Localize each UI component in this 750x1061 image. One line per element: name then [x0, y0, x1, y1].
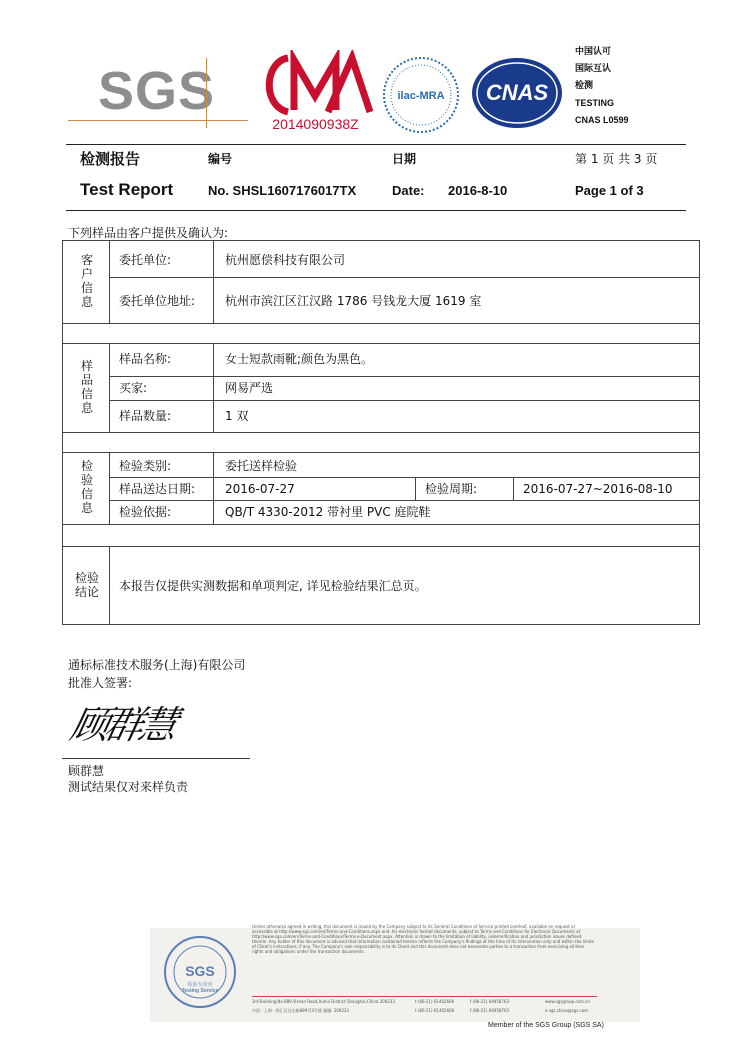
sample-name-label: 样品名称: — [119, 352, 172, 366]
header-top-rule — [66, 144, 686, 145]
footer-fax-2: f (86-21) 64958763 — [470, 1008, 510, 1013]
row-divider — [63, 452, 699, 453]
page-cn: 第 1 页 共 3 页 — [575, 152, 658, 166]
sgs-logo-vline — [206, 58, 207, 128]
sample-name-value: 女士短款雨靴;颜色为黑色。 — [225, 352, 374, 366]
accreditation-line: 国际互认 — [575, 64, 612, 74]
col-divider — [213, 343, 214, 432]
row-divider — [63, 432, 699, 433]
cma-number: 2014090938Z — [272, 116, 359, 132]
approver-name: 顾群慧 — [68, 764, 105, 778]
col-divider — [109, 452, 110, 524]
footer-tel-2: t (86-21) 61402666 — [415, 1008, 455, 1013]
col-divider — [109, 546, 110, 625]
footer-rule — [252, 996, 597, 997]
sgs-logo-line — [68, 120, 248, 121]
inspection-basis-value: QB/T 4330-2012 带衬里 PVC 庭院鞋 — [225, 505, 431, 519]
sample-qty-label: 样品数量: — [119, 409, 172, 423]
sample-qty-value: 1 双 — [225, 409, 249, 423]
footer-fax: f (86-21) 64958763 — [470, 999, 510, 1004]
client-unit-label: 委托单位: — [119, 253, 172, 267]
sample-section-label: 样品信息 — [80, 359, 93, 415]
inspection-date-value: 2016-07-27 — [225, 482, 295, 496]
col-divider — [109, 343, 110, 432]
accreditation-line: CNAS L0599 — [575, 115, 629, 125]
signature-line — [62, 758, 250, 759]
report-number: No. SHSL1607176017TX — [208, 183, 357, 198]
footer-disclaimer: Unless otherwise agreed in writing, this document is issued by the Company subject to its General Conditions of Service printed overleaf, available on request or accessible at http://www.sgs.com/en/Terms-and-Conditions.aspx and, for electronic format documents, subject to Terms and Conditions for Electronic Documents at http://www.sgs.com/en/Terms-and-Conditions/Terms-e-Document.aspx. Attention is drawn to the limitation of liability, indemnification and jurisdiction issues defined therein. Any holder of this document is advised that information contained hereon reflects the Company's findings at the time of its intervention only and within the limits of Client's instructions, if any. The Company's sole responsibility is to its Client and this document does not exonerate parties to a transaction from exercising all their rights and obligations under the transaction documents. — [252, 924, 594, 954]
sample-buyer-label: 买家: — [119, 381, 148, 395]
title-en: Test Report — [80, 180, 174, 199]
footer-address-cn: 中国 · 上海 · 徐汇区宜山路889号3号楼 邮编: 200233 — [252, 1008, 349, 1013]
intro-text: 下列样品由客户提供及确认为: — [68, 226, 229, 240]
number-label-cn: 编号 — [208, 152, 233, 166]
accreditation-line: 检测 — [575, 81, 594, 91]
conclusion-text: 本报告仅提供实测数据和单项判定, 详见检验结果汇总页。 — [119, 579, 427, 593]
footer-address-en: 3rd Building,No.889,Yishan Road,Xuhui District Shanghai,China 200233 — [252, 999, 395, 1004]
row-divider — [109, 400, 699, 401]
accreditation-block — [575, 44, 629, 129]
sgs-seal — [162, 934, 238, 1010]
accreditation-line: 中国认可 — [575, 47, 612, 57]
date-label-cn: 日期 — [392, 152, 417, 166]
inspection-period-label: 检验周期: — [425, 482, 478, 496]
client-address-value: 杭州市滨江区江汉路 1786 号钱龙大厦 1619 室 — [225, 294, 482, 308]
client-address-label: 委托单位地址: — [119, 294, 196, 308]
conclusion-section-label: 检验结论 — [74, 571, 99, 599]
seal-sub: 检验专用章 — [187, 982, 213, 988]
page-en: Page 1 of 3 — [575, 183, 644, 198]
inspection-date-label: 样品送达日期: — [119, 482, 196, 496]
header-bottom-rule — [66, 210, 686, 211]
footer-web: www.sgsgroup.com.cn — [545, 999, 590, 1004]
info-table — [62, 240, 700, 625]
inspection-period-value: 2016-07-27~2016-08-10 — [523, 482, 673, 496]
sgs-member-text: Member of the SGS Group (SGS SA) — [488, 1022, 604, 1029]
col-divider — [109, 241, 110, 323]
row-divider — [63, 546, 699, 547]
date-label-en: Date: — [392, 183, 425, 198]
footer-email: e sgs.china@sgs.com — [545, 1008, 589, 1013]
accreditation-line: TESTING — [575, 98, 615, 108]
title-cn: 检测报告 — [80, 150, 141, 168]
ilac-mra-logo — [382, 56, 460, 134]
row-divider — [63, 343, 699, 344]
row-divider — [109, 277, 699, 278]
footer-tel: t (86-21) 61402666 — [415, 999, 455, 1004]
report-date: 2016-8-10 — [448, 183, 508, 198]
col-divider — [213, 241, 214, 323]
col-divider — [415, 477, 416, 500]
row-divider — [109, 477, 699, 478]
seal-text: SGS — [185, 963, 215, 979]
inspection-type-label: 检验类别: — [119, 459, 172, 473]
cnas-logo — [470, 56, 564, 130]
row-divider — [63, 323, 699, 324]
results-note: 测试结果仅对来样负责 — [68, 780, 189, 794]
approver-label: 批准人签署: — [68, 676, 133, 690]
ilac-mra-text: ilac-MRA — [397, 90, 445, 102]
col-divider — [513, 477, 514, 500]
client-unit-value: 杭州愿偿科技有限公司 — [225, 253, 346, 267]
inspection-section-label: 检验信息 — [80, 459, 93, 515]
cnas-text: CNAS — [485, 80, 549, 105]
signature: 顾群慧 — [66, 703, 178, 747]
sgs-logo: SGS — [98, 60, 216, 122]
row-divider — [63, 524, 699, 525]
company-name: 通标标准技术服务(上海)有限公司 — [68, 658, 246, 672]
row-divider — [109, 500, 699, 501]
inspection-basis-label: 检验依据: — [119, 505, 172, 519]
inspection-type-value: 委托送样检验 — [225, 459, 298, 473]
client-section-label: 客户信息 — [80, 253, 93, 309]
row-divider — [109, 376, 699, 377]
seal-en: Testing Service — [181, 988, 219, 994]
col-divider — [213, 452, 214, 524]
sample-buyer-value: 网易严选 — [225, 381, 274, 395]
